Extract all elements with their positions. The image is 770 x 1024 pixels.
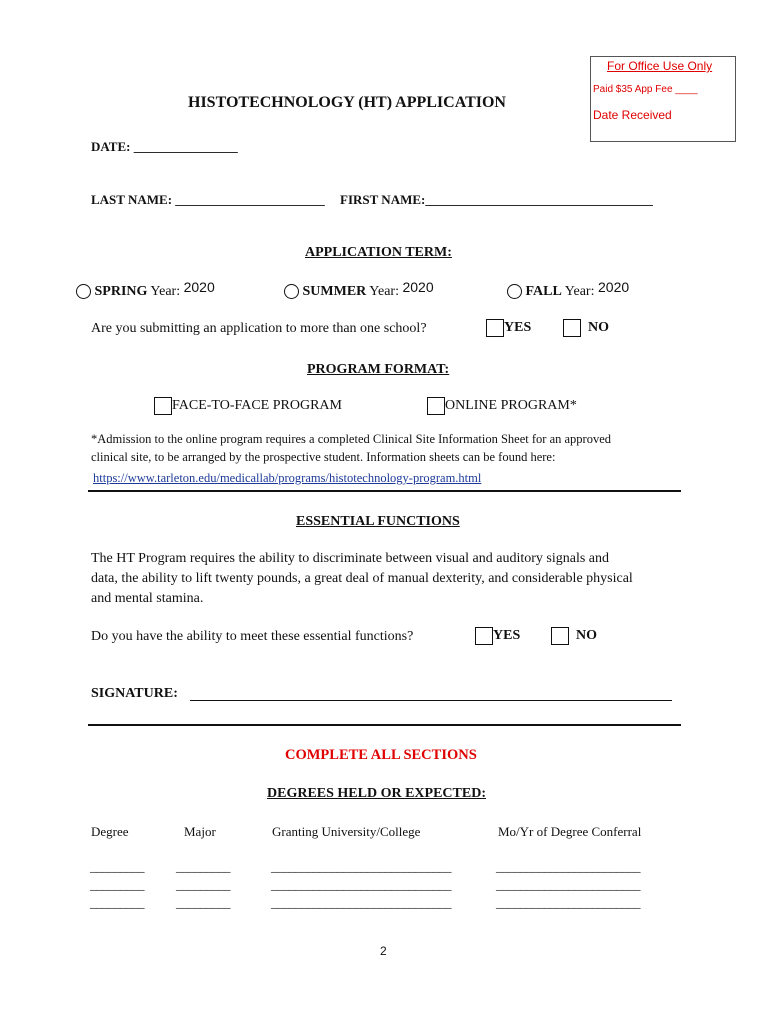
summer-label: SUMMER	[302, 284, 367, 299]
summer-option[interactable]	[284, 279, 434, 300]
section-divider-2	[88, 724, 681, 726]
university-blank-3[interactable]: ______________________________	[271, 895, 451, 910]
f2f-option[interactable]	[154, 397, 342, 415]
degree-blank-3[interactable]: _________	[90, 895, 144, 910]
spring-year-label: Year:	[150, 284, 181, 299]
summer-radio[interactable]	[284, 284, 299, 299]
university-blank-2[interactable]: ______________________________	[271, 877, 451, 892]
conferral-blank-3[interactable]: ________________________	[496, 895, 640, 910]
essential-question: Do you have the ability to meet these essential functions?	[91, 629, 414, 644]
multiple-school-question: Are you submitting an application to more than one school?	[91, 321, 427, 336]
spring-radio[interactable]	[76, 284, 91, 299]
online-note-line-2: clinical site, to be arranged by the prospective student. Information sheets can be found here:	[91, 450, 556, 464]
signature-line[interactable]	[190, 700, 672, 701]
degrees-heading: DEGREES HELD OR EXPECTED:	[267, 786, 486, 801]
col-university: Granting University/College	[272, 824, 421, 839]
fall-year-value[interactable]: 2020	[598, 279, 630, 295]
essential-yes-label: YES	[493, 628, 521, 644]
online-option[interactable]	[427, 397, 577, 415]
col-degree: Degree	[91, 824, 129, 839]
essential-functions-heading: ESSENTIAL FUNCTIONS	[296, 514, 460, 529]
major-blank-3[interactable]: _________	[176, 895, 230, 910]
page-number: 2	[380, 944, 387, 958]
multiple-school-no[interactable]	[563, 319, 609, 337]
f2f-label: FACE-TO-FACE PROGRAM	[172, 398, 342, 414]
major-blank-2[interactable]: _________	[176, 877, 230, 892]
spring-year-value[interactable]: 2020	[183, 279, 215, 295]
fall-radio[interactable]	[507, 284, 522, 299]
conferral-blank-2[interactable]: ________________________	[496, 877, 640, 892]
essential-no-label: NO	[576, 628, 597, 644]
essential-no-checkbox[interactable]	[551, 627, 569, 645]
office-use-box	[590, 56, 736, 142]
essential-text-line-1: The HT Program requires the ability to discriminate between visual and auditory signals and	[91, 551, 609, 566]
major-blank-1[interactable]: _________	[176, 859, 230, 874]
section-divider	[88, 490, 681, 492]
degree-blank-1[interactable]: _________	[90, 859, 144, 874]
online-checkbox[interactable]	[427, 397, 445, 415]
degree-blank-2[interactable]: _________	[90, 877, 144, 892]
first-name-field[interactable]: FIRST NAME:___________________________________	[340, 192, 653, 207]
signature-label: SIGNATURE:	[91, 686, 178, 701]
fall-label: FALL	[525, 284, 562, 299]
multiple-school-yes-label: YES	[504, 320, 532, 336]
col-major: Major	[184, 824, 216, 839]
date-received-label: Date Received	[593, 108, 672, 122]
essential-yes-checkbox[interactable]	[475, 627, 493, 645]
spring-option[interactable]	[76, 279, 215, 300]
multiple-school-yes-checkbox[interactable]	[486, 319, 504, 337]
essential-text-line-2: data, the ability to lift twenty pounds, a great deal of manual dexterity, and considerable physical	[91, 571, 633, 586]
application-term-heading: APPLICATION TERM:	[305, 245, 452, 260]
conferral-blank-1[interactable]: ________________________	[496, 859, 640, 874]
essential-yes[interactable]	[475, 627, 520, 645]
col-conferral: Mo/Yr of Degree Conferral	[498, 824, 642, 839]
program-format-heading: PROGRAM FORMAT:	[307, 362, 450, 377]
page-title: HISTOTECHNOLOGY (HT) APPLICATION	[188, 94, 506, 111]
university-blank-1[interactable]: ______________________________	[271, 859, 451, 874]
spring-label: SPRING	[94, 284, 148, 299]
date-field[interactable]: DATE: ________________	[91, 139, 238, 154]
fall-year-label: Year:	[564, 284, 595, 299]
online-note-line-1: *Admission to the online program requires a completed Clinical Site Information Sheet for an approved	[91, 432, 612, 446]
multiple-school-no-label: NO	[588, 320, 609, 336]
essential-no[interactable]	[551, 627, 597, 645]
complete-all-notice: COMPLETE ALL SECTIONS	[285, 747, 477, 763]
multiple-school-yes[interactable]	[486, 319, 531, 337]
online-label: ONLINE PROGRAM*	[445, 398, 577, 414]
multiple-school-no-checkbox[interactable]	[563, 319, 581, 337]
info-sheet-link[interactable]: https://www.tarleton.edu/medicallab/programs/histotechnology-program.html	[93, 471, 482, 485]
f2f-checkbox[interactable]	[154, 397, 172, 415]
summer-year-label: Year:	[369, 284, 399, 299]
office-use-title: For Office Use Only	[607, 59, 713, 73]
essential-text-line-3: and mental stamina.	[91, 591, 204, 606]
fall-option[interactable]	[507, 279, 630, 300]
last-name-field[interactable]: LAST NAME: _______________________	[91, 192, 325, 207]
summer-year-value[interactable]: 2020	[402, 279, 434, 295]
paid-fee-label: Paid $35 App Fee ____	[593, 84, 698, 95]
